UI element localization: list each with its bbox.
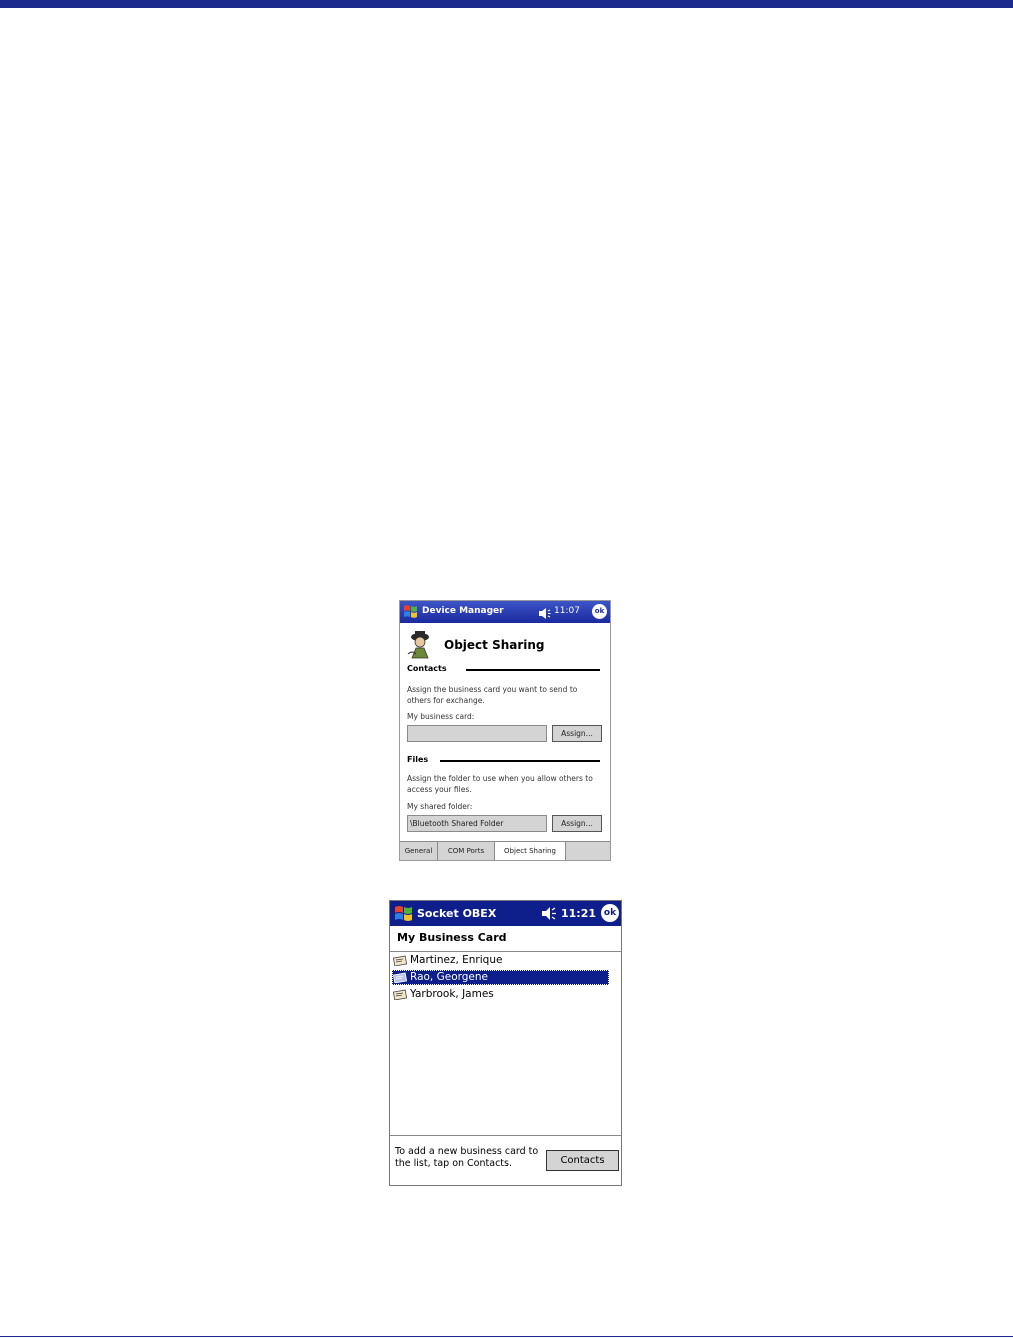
files-description: Assign the folder to use when you allow others to access your files.	[407, 774, 593, 794]
tab-com-ports[interactable]: COM Ports	[438, 842, 495, 861]
app-title: Socket OBEX	[417, 907, 497, 920]
clock[interactable]: 11:07	[554, 606, 580, 616]
tab-bar	[400, 841, 610, 861]
page-title: Object Sharing	[444, 638, 545, 652]
page-footer-rule	[0, 1336, 1013, 1337]
footer-divider	[390, 1135, 621, 1136]
titlebar	[400, 601, 610, 623]
business-card-icon	[393, 955, 408, 971]
business-card-icon	[393, 989, 408, 1005]
list-item[interactable]	[392, 953, 609, 968]
socket-obex-screenshot	[389, 900, 622, 1186]
windows-start-icon[interactable]	[392, 903, 414, 928]
contact-name: Martinez, Enrique	[410, 954, 503, 966]
ok-icon[interactable]: ok	[592, 604, 607, 619]
footer-hint: To add a new business card to the list, tap on Contacts.	[395, 1146, 539, 1169]
contacts-description: Assign the business card you want to send to others for exchange.	[407, 685, 578, 705]
windows-start-icon[interactable]	[402, 603, 419, 624]
titlebar	[390, 901, 621, 926]
business-card-icon	[393, 972, 408, 988]
files-section-title: Files	[407, 755, 429, 764]
contact-name: Yarbrook, James	[410, 988, 494, 1000]
speaker-icon[interactable]	[538, 605, 551, 624]
object-sharing-icon	[406, 628, 436, 664]
clock[interactable]: 11:21	[561, 907, 597, 920]
assign-folder-button[interactable]: Assign...	[552, 815, 602, 832]
shared-folder-field[interactable]: \Bluetooth Shared Folder	[407, 815, 547, 832]
business-card-field[interactable]	[407, 725, 547, 742]
assign-business-card-button[interactable]: Assign...	[552, 725, 602, 742]
contacts-button[interactable]: Contacts	[546, 1150, 619, 1171]
tab-general[interactable]: General	[400, 842, 438, 861]
page-header-band	[0, 0, 1013, 8]
contacts-section-title: Contacts	[407, 664, 447, 673]
business-card-label: My business card:	[407, 712, 475, 721]
tab-extra[interactable]	[566, 842, 610, 861]
section-divider	[466, 669, 600, 671]
list-item[interactable]	[392, 970, 609, 985]
page-title: My Business Card	[397, 931, 507, 944]
shared-folder-label: My shared folder:	[407, 802, 473, 811]
tab-object-sharing[interactable]: Object Sharing	[495, 842, 566, 861]
contact-name: Rao, Georgene	[410, 971, 488, 983]
ok-icon[interactable]: ok	[601, 904, 619, 922]
device-manager-screenshot	[399, 600, 611, 861]
list-item[interactable]	[392, 987, 609, 1002]
speaker-icon[interactable]	[541, 906, 557, 925]
section-divider	[440, 760, 600, 762]
app-title: Device Manager	[422, 606, 504, 616]
business-card-list[interactable]	[390, 952, 621, 1134]
